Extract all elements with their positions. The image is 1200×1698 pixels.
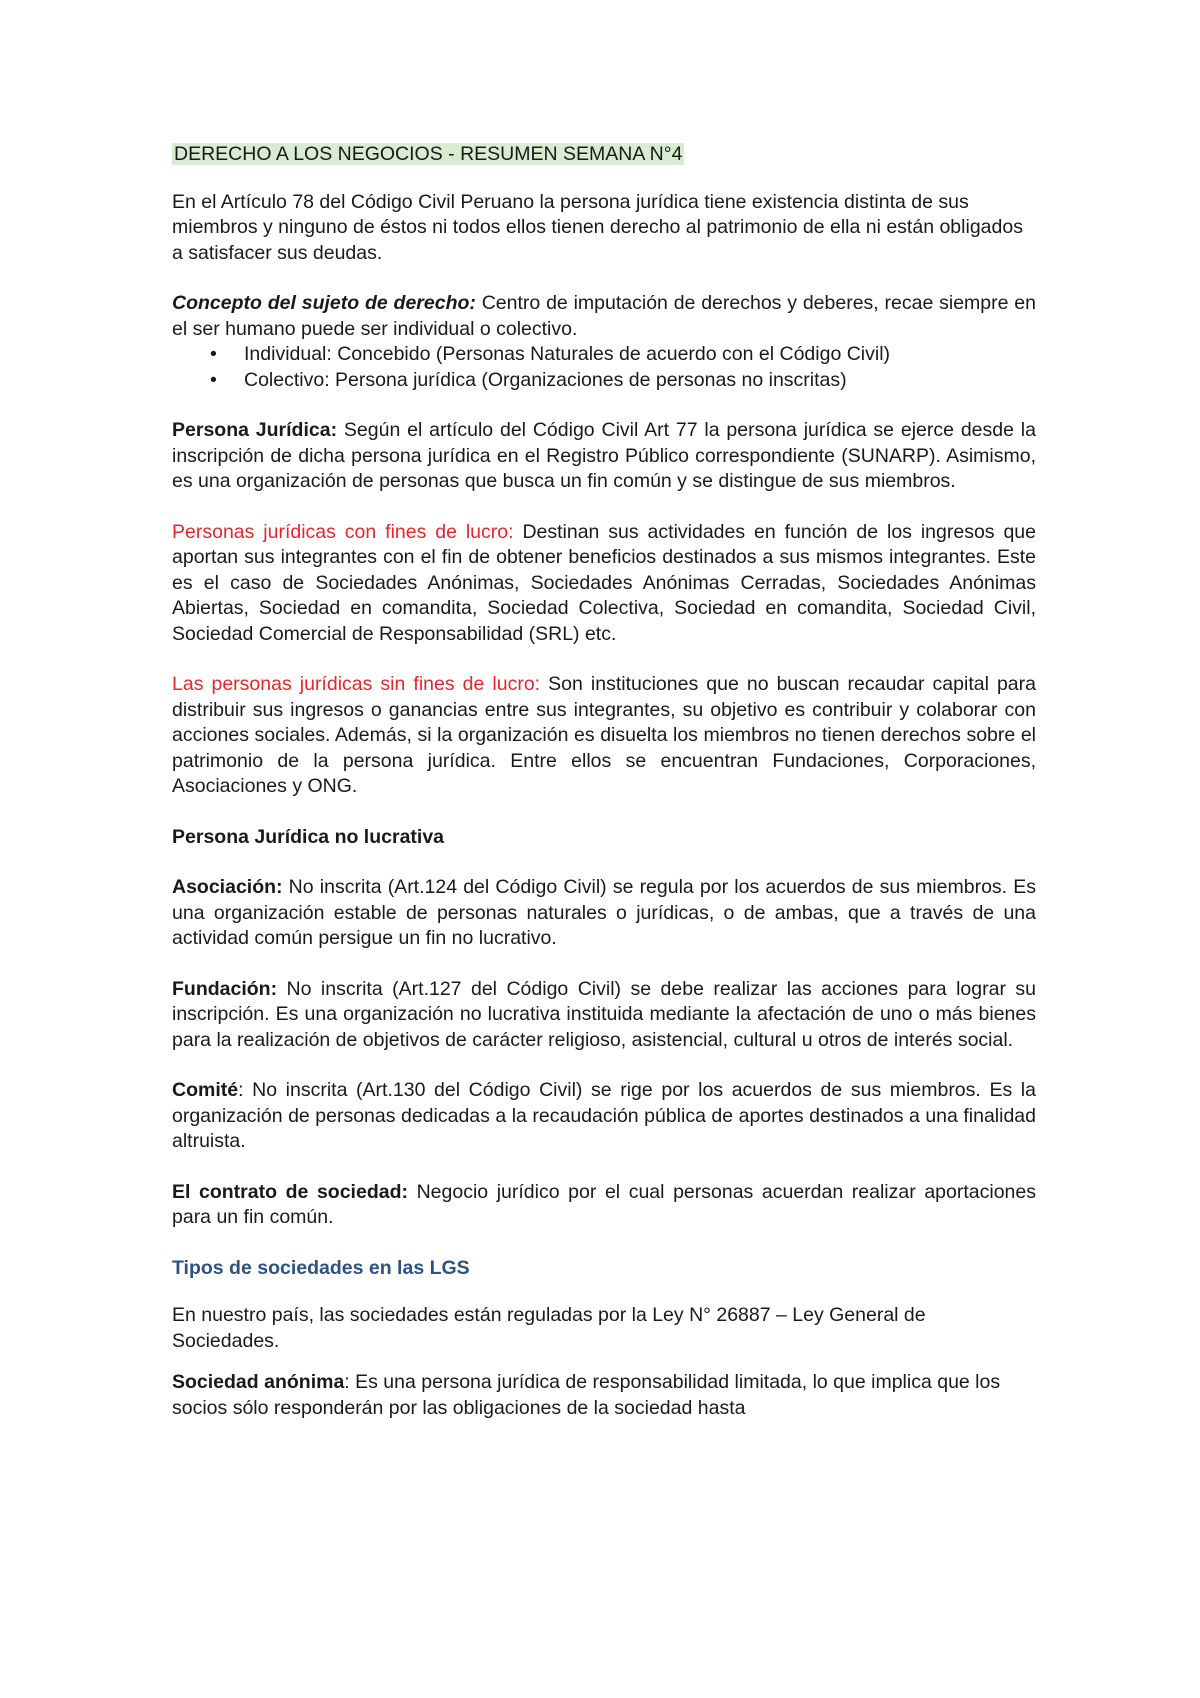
document-title: DERECHO A LOS NEGOCIOS - RESUMEN SEMANA N°4	[174, 143, 683, 165]
comite-paragraph	[172, 1078, 1036, 1155]
sin-fines-label: Las personas jurídicas sin fines de lucro:	[172, 673, 541, 695]
con-fines-text: Destinan sus actividades en función de los ingresos que aportan sus integrantes con el fin de obtener beneficios destinados a sus mismos integrantes. Este es el caso de Sociedades Anónimas, Sociedades Anónimas Cerradas, Sociedades Anónimas Abiertas, Sociedad en comandita, Sociedad Colectiva, Sociedad en comandita, Sociedad Civil, Sociedad Comercial de Responsabilidad (SRL) etc.	[172, 520, 1036, 645]
contrato-label: El contrato de sociedad:	[172, 1180, 408, 1203]
tipos-paragraph: En nuestro país, las sociedades están reguladas por la Ley N° 26887 – Ley General de Sociedades.	[172, 1304, 926, 1352]
intro-paragraph: En el Artículo 78 del Código Civil Peruano la persona jurídica tiene existencia distinta de sus miembros y ninguno de éstos ni todos ellos tienen derecho al patrimonio de ella ni están obligados a satisfacer sus deudas.	[172, 190, 1023, 264]
comite-label: Comité	[172, 1079, 239, 1101]
con-fines-label: Personas jurídicas con fines de lucro:	[172, 520, 514, 543]
bullet-text: Colectivo: Persona jurídica (Organizaciones de personas no inscritas)	[244, 368, 847, 391]
contrato-paragraph	[172, 1180, 1036, 1231]
list-item	[172, 342, 1036, 368]
comite-text: : No inscrita (Art.130 del Código Civil) se rige por los acuerdos de sus miembros. Es la organización de personas dedicadas a la recaudación pública de aportes destinados a una finalidad altruista.	[172, 1079, 1036, 1152]
concepto-text: Centro de imputación de derechos y deberes, recae siempre en el ser humano puede ser individual o colectivo.	[172, 292, 1036, 340]
tipos-heading: Tipos de sociedades en las LGS	[172, 1256, 470, 1279]
bullet-text: Individual: Concebido (Personas Naturales de acuerdo con el Código Civil)	[244, 343, 891, 365]
asociacion-label: Asociación:	[172, 876, 283, 898]
document-body	[172, 142, 1036, 1421]
no-lucrativa-heading: Persona Jurídica no lucrativa	[172, 825, 445, 848]
asociacion-text: No inscrita (Art.124 del Código Civil) se regula por los acuerdos de sus miembros. Es una organización estable de personas naturales o jurídicas, o de ambas, que a través de una actividad común persigue un fin no lucrativo.	[172, 876, 1036, 949]
sociedad-anonima-paragraph	[172, 1370, 1036, 1421]
persona-juridica-paragraph	[172, 418, 1036, 495]
sociedad-anonima-text: : Es una persona jurídica de responsabilidad limitada, lo que implica que los socios sólo responderán por las obligaciones de la sociedad hasta	[172, 1371, 1001, 1419]
fundacion-paragraph	[172, 977, 1036, 1054]
contrato-text: Negocio jurídico por el cual personas acuerdan realizar aportaciones para un fin común.	[172, 1180, 1036, 1228]
bullet-icon: •	[210, 343, 217, 365]
sociedad-anonima-label: Sociedad anónima	[172, 1371, 345, 1393]
list-item	[172, 368, 1036, 394]
persona-juridica-text: Según el artículo del Código Civil Art 77 la persona jurídica se ejerce desde la inscripción de dicha persona jurídica en el Registro Público correspondiente (SUNARP). Asimismo, es una organización de personas que busca un fin común y se distingue de sus miembros.	[172, 419, 1036, 492]
sin-fines-paragraph	[172, 672, 1036, 800]
concepto-bullet-list	[172, 342, 1036, 393]
con-fines-paragraph	[172, 520, 1036, 648]
persona-juridica-label: Persona Jurídica:	[172, 419, 338, 441]
bullet-icon: •	[210, 368, 217, 391]
title-paragraph	[172, 142, 1036, 168]
fundacion-label: Fundación:	[172, 977, 278, 1000]
concepto-label: Concepto del sujeto de derecho:	[172, 292, 476, 314]
asociacion-paragraph	[172, 875, 1036, 952]
fundacion-text: No inscrita (Art.127 del Código Civil) se debe realizar las acciones para lograr su inscripción. Es una organización no lucrativa instituida mediante la afectación de uno o más bienes para la realización de objetivos de carácter religioso, asistencial, cultural u otros de interés social.	[172, 977, 1036, 1051]
concepto-paragraph	[172, 291, 1036, 342]
sin-fines-text: Son instituciones que no buscan recaudar capital para distribuir sus ingresos o ganancias entre sus integrantes, su objetivo es contribuir y colaborar con acciones sociales. Además, si la organización es disuelta los miembros no tienen derechos sobre el patrimonio de la persona jurídica. Entre ellos se encuentran Fundaciones, Corporaciones, Asociaciones y ONG.	[172, 673, 1036, 797]
